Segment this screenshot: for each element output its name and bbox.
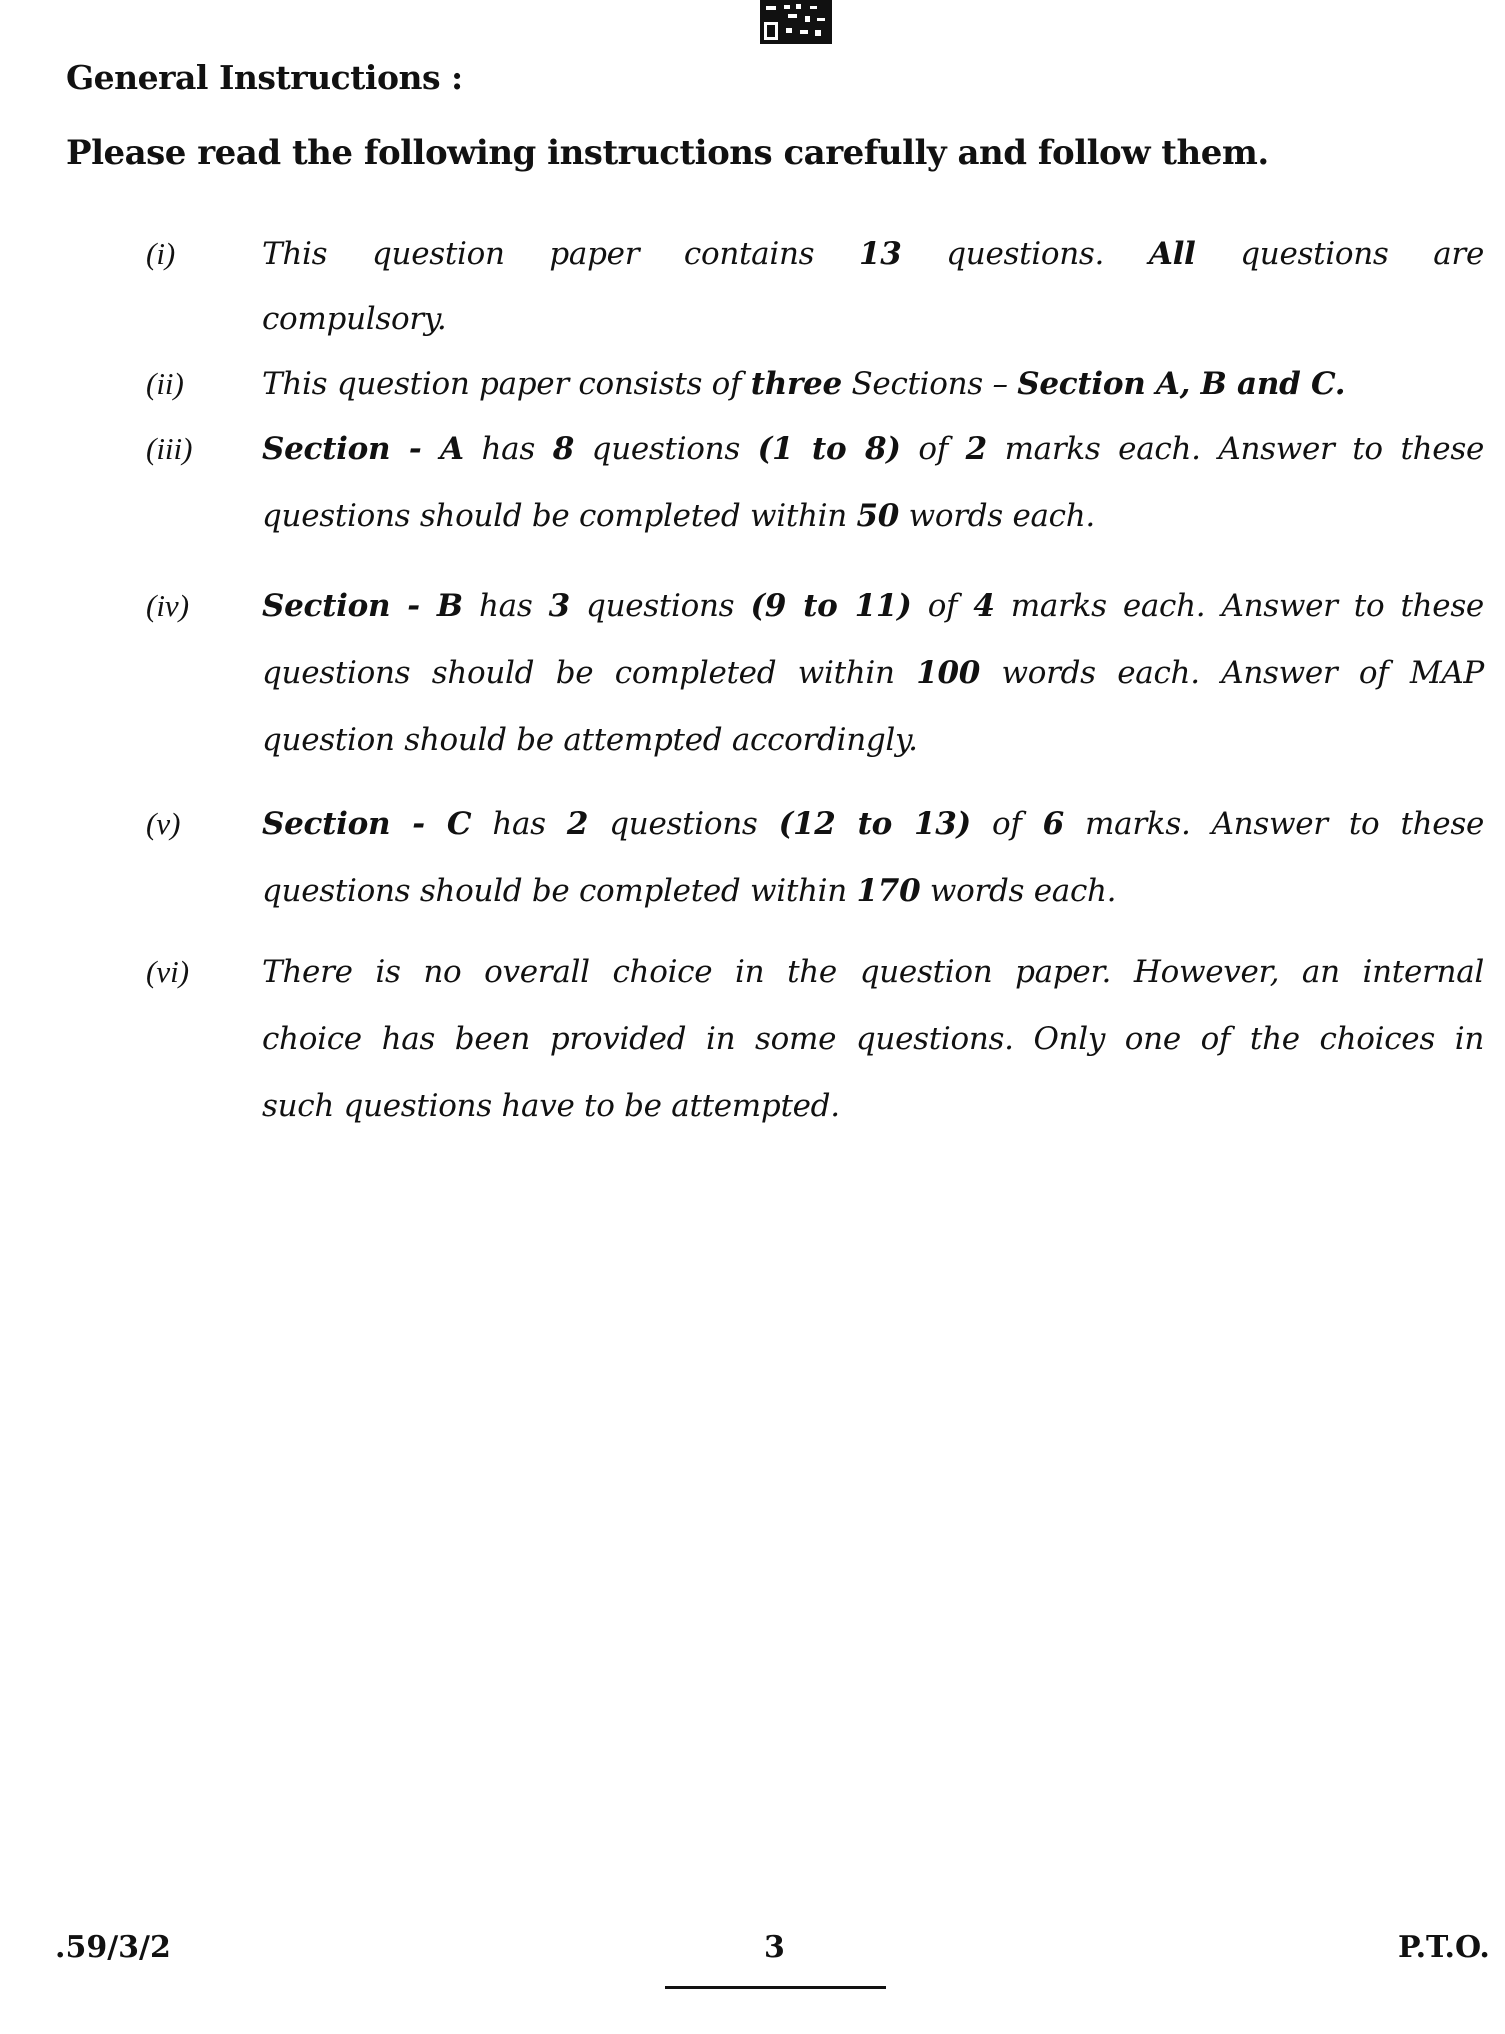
instruction-text: marks each. Answer to these <box>994 588 1484 624</box>
emphasized-text: 2 <box>566 806 589 842</box>
instruction-line <box>262 873 1484 939</box>
instruction-text: of <box>970 806 1043 842</box>
instruction-line <box>262 588 1484 654</box>
instruction-number: (iii) <box>146 431 193 466</box>
instruction-text: has <box>471 806 567 842</box>
instruction-line <box>262 1088 1484 1154</box>
instruction-text: questions <box>573 431 758 467</box>
emphasized-text: 170 <box>856 873 921 909</box>
emphasized-text: 4 <box>973 588 995 624</box>
instruction-text: compulsory. <box>262 301 447 337</box>
instruction-text: This question paper consists of <box>262 366 751 402</box>
instruction-line <box>262 806 1484 872</box>
instruction-number: (iv) <box>146 588 190 623</box>
page-number-underline <box>665 1986 886 1989</box>
instruction-text: has <box>462 588 549 624</box>
instruction-text: has <box>463 431 553 467</box>
instruction-line <box>262 431 1484 497</box>
instruction-number: (v) <box>146 806 181 841</box>
instruction-text: of <box>900 431 966 467</box>
emphasized-text: 50 <box>856 498 900 534</box>
instruction-text: question should be attempted accordingly. <box>262 722 918 758</box>
instruction-line <box>262 1021 1484 1087</box>
instruction-line <box>262 498 1484 564</box>
emphasized-text: All <box>1148 236 1196 272</box>
qr-code <box>760 0 832 44</box>
instruction-text: questions <box>588 806 779 842</box>
instruction-text: of <box>911 588 974 624</box>
instruction-text: marks. Answer to these <box>1063 806 1484 842</box>
instruction-line <box>262 722 1484 788</box>
instruction-text: questions. <box>901 236 1149 272</box>
instruction-line <box>262 366 1484 432</box>
instruction-text: This question paper contains <box>262 236 859 272</box>
instruction-text: questions <box>569 588 751 624</box>
instruction-line <box>262 236 1484 302</box>
instruction-line <box>262 301 1484 367</box>
emphasized-text: 6 <box>1042 806 1064 842</box>
emphasized-text: 100 <box>916 655 980 691</box>
instruction-number: (vi) <box>146 954 190 989</box>
emphasized-text: (1 to 8) <box>757 431 901 467</box>
emphasized-text: 8 <box>552 431 574 467</box>
instructions-title: General Instructions : <box>66 58 463 97</box>
instruction-number: (ii) <box>146 366 184 401</box>
emphasized-text: Section - B <box>262 588 463 624</box>
emphasized-text: (12 to 13) <box>778 806 971 842</box>
instruction-line <box>262 954 1484 1020</box>
instruction-text: questions should be completed within <box>262 873 857 909</box>
pto-label: P.T.O. <box>1398 1930 1490 1965</box>
instruction-text: questions should be completed within <box>262 655 917 691</box>
instruction-text: There is no overall choice in the question paper. However, an internal <box>262 954 1484 990</box>
emphasized-text: Section A, B and C. <box>1017 366 1346 402</box>
emphasized-text: 3 <box>548 588 570 624</box>
emphasized-text: (9 to 11) <box>750 588 912 624</box>
instruction-text: choice has been provided in some questions. Only one of the choices in <box>262 1021 1484 1057</box>
instruction-text: marks each. Answer to these <box>986 431 1484 467</box>
instruction-text: words each. <box>899 498 1095 534</box>
instruction-text: Sections – <box>841 366 1018 402</box>
page-number: 3 <box>764 1930 785 1965</box>
instruction-text: such questions have to be attempted. <box>262 1088 840 1124</box>
instruction-text: words each. <box>920 873 1117 909</box>
instruction-line <box>262 655 1484 721</box>
instructions-subtitle: Please read the following instructions carefully and follow them. <box>66 133 1269 173</box>
instruction-number: (i) <box>146 236 176 271</box>
emphasized-text: 13 <box>858 236 902 272</box>
emphasized-text: three <box>750 366 842 402</box>
instruction-text: questions should be completed within <box>262 498 857 534</box>
instruction-text: questions are <box>1195 236 1484 272</box>
instruction-text: words each. Answer of MAP <box>980 655 1484 691</box>
paper-code: .59/3/2 <box>55 1930 171 1965</box>
emphasized-text: Section - A <box>262 431 464 467</box>
emphasized-text: 2 <box>965 431 987 467</box>
emphasized-text: Section - C <box>262 806 472 842</box>
